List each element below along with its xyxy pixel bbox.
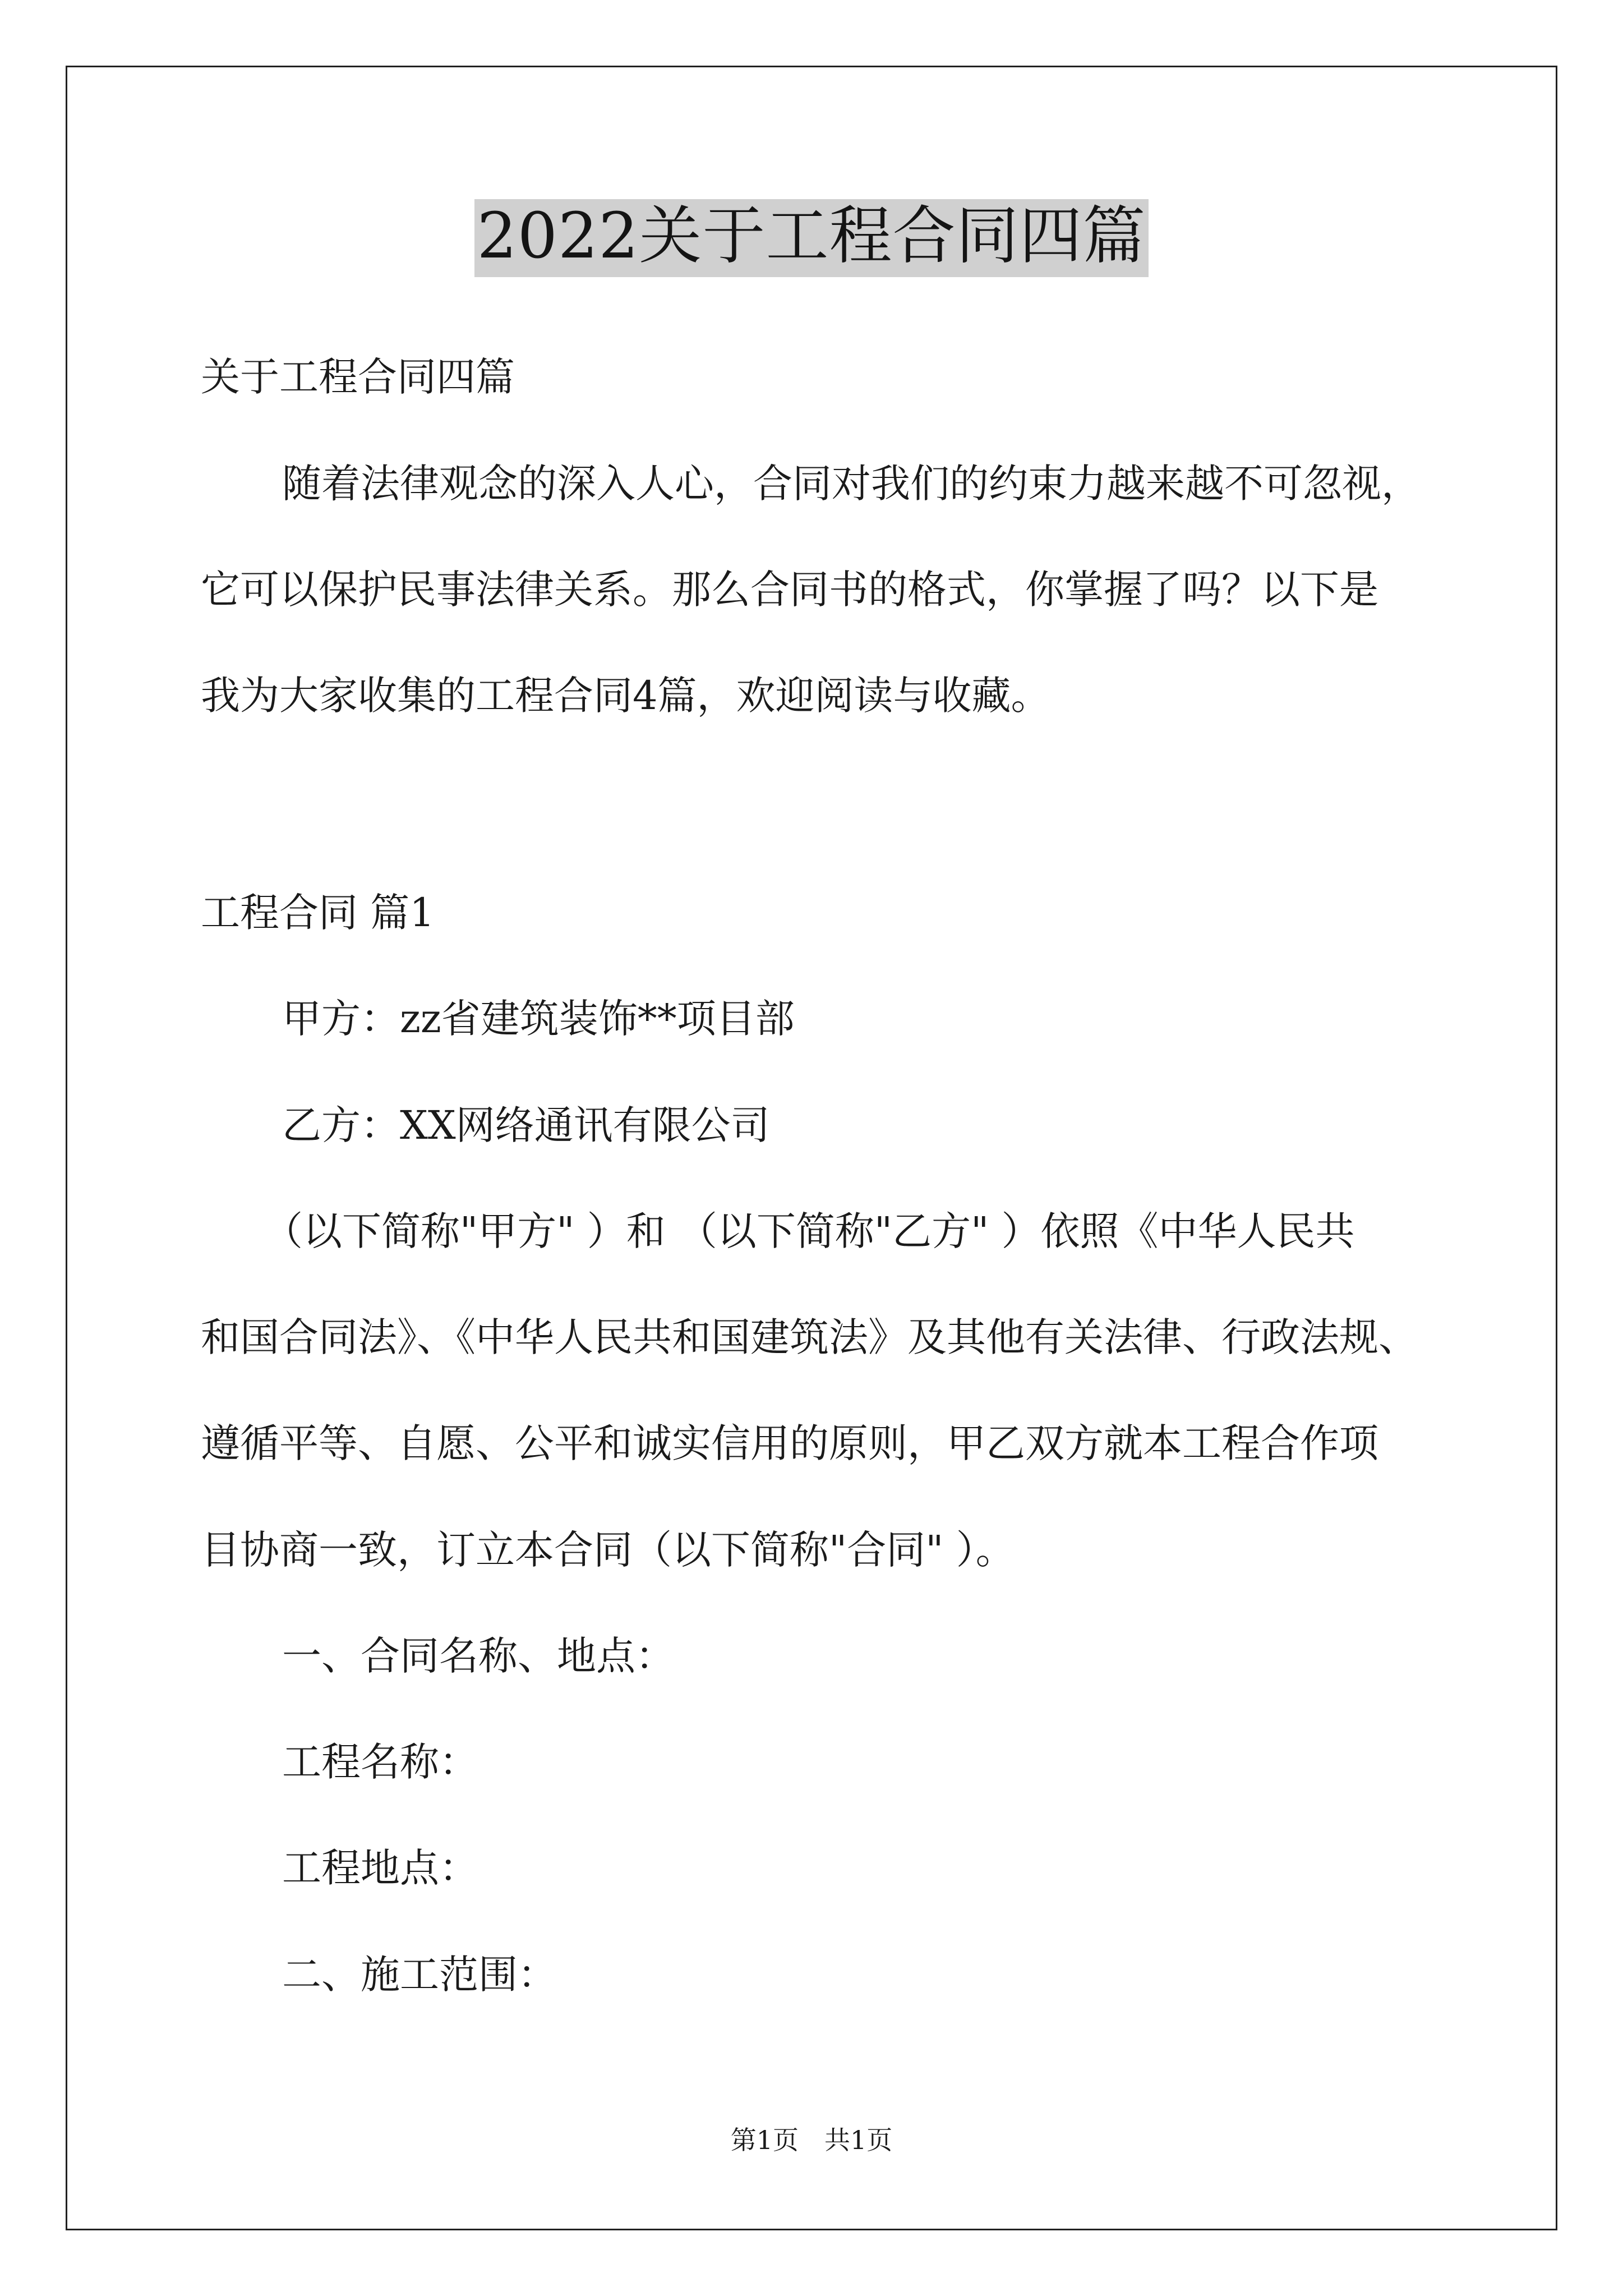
paragraph-line: 它可以保护民事法律关系。那么合同书的格式，你掌握了吗？以下是	[201, 567, 1378, 613]
paragraph-line: （以下简称"甲方" ）和 （以下简称"乙方" ）依照《中华人民共	[264, 1208, 1355, 1254]
paragraph-line: 遵循平等、自愿、公平和诚实信用的原则，甲乙双方就本工程合作项	[201, 1420, 1378, 1466]
clause-heading: 二、施工范围：	[282, 1952, 557, 1998]
party-b-line: 乙方：XX网络通讯有限公司	[282, 1102, 770, 1148]
clause-item: 工程名称：	[282, 1739, 478, 1785]
clause-heading: 一、合同名称、地点：	[282, 1633, 675, 1679]
clause-item: 工程地点：	[282, 1845, 478, 1891]
intro-heading: 关于工程合同四篇	[201, 354, 515, 400]
paragraph-line: 随着法律观念的深入人心，合同对我们的约束力越来越不可忽视，	[282, 461, 1421, 507]
section-heading: 工程合同 篇1	[201, 890, 435, 936]
paragraph-line: 和国合同法》、《中华人民共和国建筑法》及其他有关法律、行政法规、	[201, 1314, 1418, 1360]
party-a-line: 甲方：zz省建筑装饰**项目部	[282, 996, 795, 1042]
paragraph-line: 目协商一致，订立本合同（以下简称"合同" ）。	[201, 1527, 1015, 1573]
page-footer: 第1页 共1页	[730, 2125, 893, 2155]
paragraph-line: 我为大家收集的工程合同4篇，欢迎阅读与收藏。	[201, 673, 1050, 719]
document-title: 2022关于工程合同四篇	[474, 199, 1148, 277]
title-container	[0, 199, 1623, 277]
